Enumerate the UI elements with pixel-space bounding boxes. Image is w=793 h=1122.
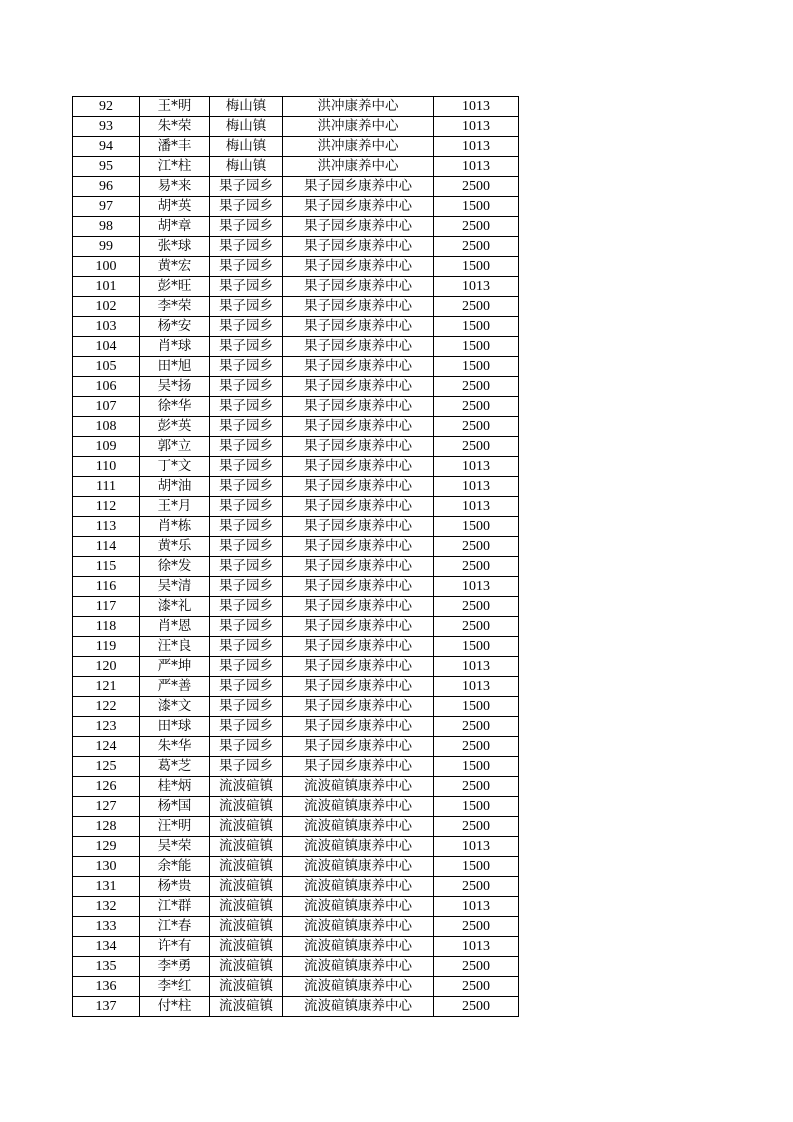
name-cell: 杨*国 — [140, 797, 210, 817]
amount-cell: 2500 — [434, 957, 519, 977]
name-cell: 李*勇 — [140, 957, 210, 977]
center-cell: 果子园乡康养中心 — [283, 757, 434, 777]
table-row — [73, 97, 519, 117]
table-row — [73, 437, 519, 457]
name-cell: 徐*发 — [140, 557, 210, 577]
center-cell: 流波碹镇康养中心 — [283, 897, 434, 917]
amount-cell: 1013 — [434, 577, 519, 597]
town-cell: 梅山镇 — [210, 157, 283, 177]
amount-cell: 1013 — [434, 157, 519, 177]
center-cell: 流波碹镇康养中心 — [283, 877, 434, 897]
amount-cell: 1013 — [434, 277, 519, 297]
row-number-cell: 92 — [73, 97, 140, 117]
name-cell: 肖*球 — [140, 337, 210, 357]
amount-cell: 2500 — [434, 737, 519, 757]
row-number-cell: 105 — [73, 357, 140, 377]
name-cell: 胡*英 — [140, 197, 210, 217]
center-cell: 果子园乡康养中心 — [283, 217, 434, 237]
table-body — [73, 97, 519, 1017]
center-cell: 果子园乡康养中心 — [283, 737, 434, 757]
table-row — [73, 417, 519, 437]
row-number-cell: 129 — [73, 837, 140, 857]
table-row — [73, 597, 519, 617]
table-row — [73, 817, 519, 837]
amount-cell: 1500 — [434, 697, 519, 717]
town-cell: 果子园乡 — [210, 537, 283, 557]
amount-cell: 1500 — [434, 317, 519, 337]
name-cell: 黄*宏 — [140, 257, 210, 277]
row-number-cell: 107 — [73, 397, 140, 417]
amount-cell: 2500 — [434, 617, 519, 637]
table-row — [73, 357, 519, 377]
table-row — [73, 917, 519, 937]
center-cell: 洪冲康养中心 — [283, 157, 434, 177]
table-row — [73, 637, 519, 657]
amount-cell: 1500 — [434, 797, 519, 817]
town-cell: 果子园乡 — [210, 257, 283, 277]
town-cell: 果子园乡 — [210, 477, 283, 497]
table-row — [73, 237, 519, 257]
row-number-cell: 106 — [73, 377, 140, 397]
name-cell: 王*月 — [140, 497, 210, 517]
town-cell: 果子园乡 — [210, 717, 283, 737]
town-cell: 梅山镇 — [210, 117, 283, 137]
row-number-cell: 104 — [73, 337, 140, 357]
table-row — [73, 157, 519, 177]
center-cell: 果子园乡康养中心 — [283, 357, 434, 377]
row-number-cell: 103 — [73, 317, 140, 337]
center-cell: 果子园乡康养中心 — [283, 697, 434, 717]
table-row — [73, 137, 519, 157]
center-cell: 果子园乡康养中心 — [283, 497, 434, 517]
table-row — [73, 757, 519, 777]
name-cell: 杨*贵 — [140, 877, 210, 897]
name-cell: 朱*华 — [140, 737, 210, 757]
row-number-cell: 124 — [73, 737, 140, 757]
row-number-cell: 135 — [73, 957, 140, 977]
table-row — [73, 997, 519, 1017]
town-cell: 果子园乡 — [210, 277, 283, 297]
town-cell: 梅山镇 — [210, 97, 283, 117]
amount-cell: 1013 — [434, 117, 519, 137]
row-number-cell: 114 — [73, 537, 140, 557]
center-cell: 果子园乡康养中心 — [283, 657, 434, 677]
center-cell: 果子园乡康养中心 — [283, 537, 434, 557]
amount-cell: 2500 — [434, 297, 519, 317]
name-cell: 肖*栋 — [140, 517, 210, 537]
center-cell: 果子园乡康养中心 — [283, 557, 434, 577]
name-cell: 桂*炳 — [140, 777, 210, 797]
town-cell: 果子园乡 — [210, 317, 283, 337]
town-cell: 流波碹镇 — [210, 877, 283, 897]
town-cell: 果子园乡 — [210, 637, 283, 657]
table-row — [73, 977, 519, 997]
center-cell: 果子园乡康养中心 — [283, 437, 434, 457]
center-cell: 流波碹镇康养中心 — [283, 837, 434, 857]
name-cell: 吴*扬 — [140, 377, 210, 397]
table-row — [73, 297, 519, 317]
table-row — [73, 937, 519, 957]
town-cell: 果子园乡 — [210, 557, 283, 577]
center-cell: 果子园乡康养中心 — [283, 677, 434, 697]
center-cell: 果子园乡康养中心 — [283, 377, 434, 397]
amount-cell: 2500 — [434, 417, 519, 437]
table-row — [73, 777, 519, 797]
town-cell: 流波碹镇 — [210, 777, 283, 797]
row-number-cell: 132 — [73, 897, 140, 917]
row-number-cell: 118 — [73, 617, 140, 637]
row-number-cell: 120 — [73, 657, 140, 677]
town-cell: 果子园乡 — [210, 677, 283, 697]
row-number-cell: 130 — [73, 857, 140, 877]
center-cell: 果子园乡康养中心 — [283, 257, 434, 277]
town-cell: 果子园乡 — [210, 297, 283, 317]
row-number-cell: 127 — [73, 797, 140, 817]
center-cell: 流波碹镇康养中心 — [283, 777, 434, 797]
row-number-cell: 108 — [73, 417, 140, 437]
amount-cell: 2500 — [434, 237, 519, 257]
center-cell: 果子园乡康养中心 — [283, 177, 434, 197]
amount-cell: 1500 — [434, 637, 519, 657]
name-cell: 汪*良 — [140, 637, 210, 657]
row-number-cell: 115 — [73, 557, 140, 577]
amount-cell: 1013 — [434, 137, 519, 157]
amount-cell: 1013 — [434, 497, 519, 517]
town-cell: 果子园乡 — [210, 757, 283, 777]
amount-cell: 1013 — [434, 677, 519, 697]
town-cell: 果子园乡 — [210, 457, 283, 477]
center-cell: 果子园乡康养中心 — [283, 717, 434, 737]
amount-cell: 1013 — [434, 897, 519, 917]
table-row — [73, 377, 519, 397]
town-cell: 果子园乡 — [210, 517, 283, 537]
row-number-cell: 101 — [73, 277, 140, 297]
amount-cell: 2500 — [434, 437, 519, 457]
name-cell: 彭*英 — [140, 417, 210, 437]
row-number-cell: 128 — [73, 817, 140, 837]
table-row — [73, 317, 519, 337]
amount-cell: 2500 — [434, 777, 519, 797]
table-row — [73, 497, 519, 517]
name-cell: 田*球 — [140, 717, 210, 737]
table-row — [73, 537, 519, 557]
table-row — [73, 957, 519, 977]
name-cell: 李*荣 — [140, 297, 210, 317]
center-cell: 果子园乡康养中心 — [283, 277, 434, 297]
row-number-cell: 113 — [73, 517, 140, 537]
amount-cell: 1500 — [434, 357, 519, 377]
table-row — [73, 857, 519, 877]
table-row — [73, 837, 519, 857]
center-cell: 果子园乡康养中心 — [283, 337, 434, 357]
name-cell: 付*柱 — [140, 997, 210, 1017]
amount-cell: 2500 — [434, 377, 519, 397]
center-cell: 洪冲康养中心 — [283, 117, 434, 137]
amount-cell: 2500 — [434, 717, 519, 737]
amount-cell: 2500 — [434, 977, 519, 997]
name-cell: 徐*华 — [140, 397, 210, 417]
table-row — [73, 257, 519, 277]
row-number-cell: 97 — [73, 197, 140, 217]
name-cell: 田*旭 — [140, 357, 210, 377]
name-cell: 吴*荣 — [140, 837, 210, 857]
amount-cell: 2500 — [434, 817, 519, 837]
amount-cell: 2500 — [434, 557, 519, 577]
table-row — [73, 117, 519, 137]
center-cell: 果子园乡康养中心 — [283, 197, 434, 217]
center-cell: 果子园乡康养中心 — [283, 457, 434, 477]
table-row — [73, 737, 519, 757]
name-cell: 吴*清 — [140, 577, 210, 597]
center-cell: 流波碹镇康养中心 — [283, 937, 434, 957]
row-number-cell: 102 — [73, 297, 140, 317]
table-row — [73, 517, 519, 537]
amount-cell: 1013 — [434, 477, 519, 497]
name-cell: 朱*荣 — [140, 117, 210, 137]
center-cell: 流波碹镇康养中心 — [283, 997, 434, 1017]
row-number-cell: 117 — [73, 597, 140, 617]
town-cell: 果子园乡 — [210, 617, 283, 637]
row-number-cell: 96 — [73, 177, 140, 197]
amount-cell: 2500 — [434, 597, 519, 617]
center-cell: 果子园乡康养中心 — [283, 237, 434, 257]
table-row — [73, 477, 519, 497]
name-cell: 易*来 — [140, 177, 210, 197]
table-row — [73, 657, 519, 677]
row-number-cell: 119 — [73, 637, 140, 657]
name-cell: 汪*明 — [140, 817, 210, 837]
name-cell: 江*群 — [140, 897, 210, 917]
row-number-cell: 93 — [73, 117, 140, 137]
amount-cell: 1013 — [434, 937, 519, 957]
town-cell: 果子园乡 — [210, 397, 283, 417]
subsidy-table — [72, 96, 519, 1017]
town-cell: 流波碹镇 — [210, 917, 283, 937]
amount-cell: 1500 — [434, 757, 519, 777]
table-row — [73, 397, 519, 417]
town-cell: 梅山镇 — [210, 137, 283, 157]
amount-cell: 2500 — [434, 177, 519, 197]
table-row — [73, 677, 519, 697]
center-cell: 流波碹镇康养中心 — [283, 977, 434, 997]
town-cell: 果子园乡 — [210, 237, 283, 257]
table-row — [73, 617, 519, 637]
row-number-cell: 112 — [73, 497, 140, 517]
table-row — [73, 197, 519, 217]
name-cell: 严*坤 — [140, 657, 210, 677]
name-cell: 肖*恩 — [140, 617, 210, 637]
row-number-cell: 100 — [73, 257, 140, 277]
name-cell: 江*柱 — [140, 157, 210, 177]
page-sheet — [72, 96, 519, 1017]
center-cell: 果子园乡康养中心 — [283, 417, 434, 437]
center-cell: 果子园乡康养中心 — [283, 577, 434, 597]
town-cell: 果子园乡 — [210, 217, 283, 237]
table-row — [73, 577, 519, 597]
table-row — [73, 717, 519, 737]
table-row — [73, 877, 519, 897]
name-cell: 郭*立 — [140, 437, 210, 457]
center-cell: 果子园乡康养中心 — [283, 597, 434, 617]
name-cell: 胡*油 — [140, 477, 210, 497]
center-cell: 洪冲康养中心 — [283, 137, 434, 157]
row-number-cell: 109 — [73, 437, 140, 457]
row-number-cell: 122 — [73, 697, 140, 717]
town-cell: 果子园乡 — [210, 417, 283, 437]
name-cell: 潘*丰 — [140, 137, 210, 157]
amount-cell: 2500 — [434, 217, 519, 237]
town-cell: 流波碹镇 — [210, 797, 283, 817]
row-number-cell: 99 — [73, 237, 140, 257]
town-cell: 果子园乡 — [210, 497, 283, 517]
amount-cell: 1013 — [434, 837, 519, 857]
name-cell: 李*红 — [140, 977, 210, 997]
town-cell: 果子园乡 — [210, 737, 283, 757]
row-number-cell: 111 — [73, 477, 140, 497]
row-number-cell: 94 — [73, 137, 140, 157]
center-cell: 果子园乡康养中心 — [283, 397, 434, 417]
amount-cell: 1500 — [434, 337, 519, 357]
center-cell: 果子园乡康养中心 — [283, 317, 434, 337]
amount-cell: 1500 — [434, 857, 519, 877]
name-cell: 杨*安 — [140, 317, 210, 337]
name-cell: 王*明 — [140, 97, 210, 117]
table-row — [73, 797, 519, 817]
amount-cell: 1013 — [434, 97, 519, 117]
town-cell: 流波碹镇 — [210, 937, 283, 957]
center-cell: 果子园乡康养中心 — [283, 517, 434, 537]
name-cell: 丁*文 — [140, 457, 210, 477]
town-cell: 流波碹镇 — [210, 837, 283, 857]
town-cell: 果子园乡 — [210, 377, 283, 397]
center-cell: 流波碹镇康养中心 — [283, 917, 434, 937]
table-row — [73, 217, 519, 237]
name-cell: 余*能 — [140, 857, 210, 877]
amount-cell: 1013 — [434, 657, 519, 677]
row-number-cell: 134 — [73, 937, 140, 957]
town-cell: 流波碹镇 — [210, 817, 283, 837]
center-cell: 果子园乡康养中心 — [283, 617, 434, 637]
row-number-cell: 136 — [73, 977, 140, 997]
name-cell: 许*有 — [140, 937, 210, 957]
row-number-cell: 123 — [73, 717, 140, 737]
center-cell: 洪冲康养中心 — [283, 97, 434, 117]
name-cell: 黄*乐 — [140, 537, 210, 557]
town-cell: 果子园乡 — [210, 197, 283, 217]
amount-cell: 2500 — [434, 997, 519, 1017]
town-cell: 果子园乡 — [210, 577, 283, 597]
amount-cell: 2500 — [434, 917, 519, 937]
amount-cell: 2500 — [434, 877, 519, 897]
row-number-cell: 98 — [73, 217, 140, 237]
town-cell: 流波碹镇 — [210, 897, 283, 917]
table-row — [73, 457, 519, 477]
amount-cell: 2500 — [434, 397, 519, 417]
name-cell: 张*球 — [140, 237, 210, 257]
amount-cell: 1500 — [434, 197, 519, 217]
center-cell: 流波碹镇康养中心 — [283, 857, 434, 877]
center-cell: 流波碹镇康养中心 — [283, 797, 434, 817]
town-cell: 果子园乡 — [210, 337, 283, 357]
name-cell: 江*春 — [140, 917, 210, 937]
name-cell: 彭*旺 — [140, 277, 210, 297]
name-cell: 漆*礼 — [140, 597, 210, 617]
amount-cell: 1500 — [434, 517, 519, 537]
town-cell: 果子园乡 — [210, 697, 283, 717]
table-row — [73, 897, 519, 917]
row-number-cell: 110 — [73, 457, 140, 477]
amount-cell: 1500 — [434, 257, 519, 277]
row-number-cell: 126 — [73, 777, 140, 797]
town-cell: 流波碹镇 — [210, 857, 283, 877]
center-cell: 流波碹镇康养中心 — [283, 957, 434, 977]
table-row — [73, 337, 519, 357]
town-cell: 果子园乡 — [210, 357, 283, 377]
table-row — [73, 277, 519, 297]
row-number-cell: 121 — [73, 677, 140, 697]
table-row — [73, 697, 519, 717]
town-cell: 流波碹镇 — [210, 997, 283, 1017]
table-row — [73, 177, 519, 197]
row-number-cell: 131 — [73, 877, 140, 897]
name-cell: 严*善 — [140, 677, 210, 697]
town-cell: 果子园乡 — [210, 597, 283, 617]
center-cell: 流波碹镇康养中心 — [283, 817, 434, 837]
center-cell: 果子园乡康养中心 — [283, 637, 434, 657]
table-row — [73, 557, 519, 577]
name-cell: 漆*文 — [140, 697, 210, 717]
town-cell: 流波碹镇 — [210, 977, 283, 997]
town-cell: 果子园乡 — [210, 437, 283, 457]
amount-cell: 2500 — [434, 537, 519, 557]
row-number-cell: 133 — [73, 917, 140, 937]
amount-cell: 1013 — [434, 457, 519, 477]
row-number-cell: 95 — [73, 157, 140, 177]
name-cell: 葛*芝 — [140, 757, 210, 777]
town-cell: 果子园乡 — [210, 177, 283, 197]
center-cell: 果子园乡康养中心 — [283, 297, 434, 317]
row-number-cell: 116 — [73, 577, 140, 597]
town-cell: 果子园乡 — [210, 657, 283, 677]
town-cell: 流波碹镇 — [210, 957, 283, 977]
row-number-cell: 137 — [73, 997, 140, 1017]
center-cell: 果子园乡康养中心 — [283, 477, 434, 497]
row-number-cell: 125 — [73, 757, 140, 777]
name-cell: 胡*章 — [140, 217, 210, 237]
